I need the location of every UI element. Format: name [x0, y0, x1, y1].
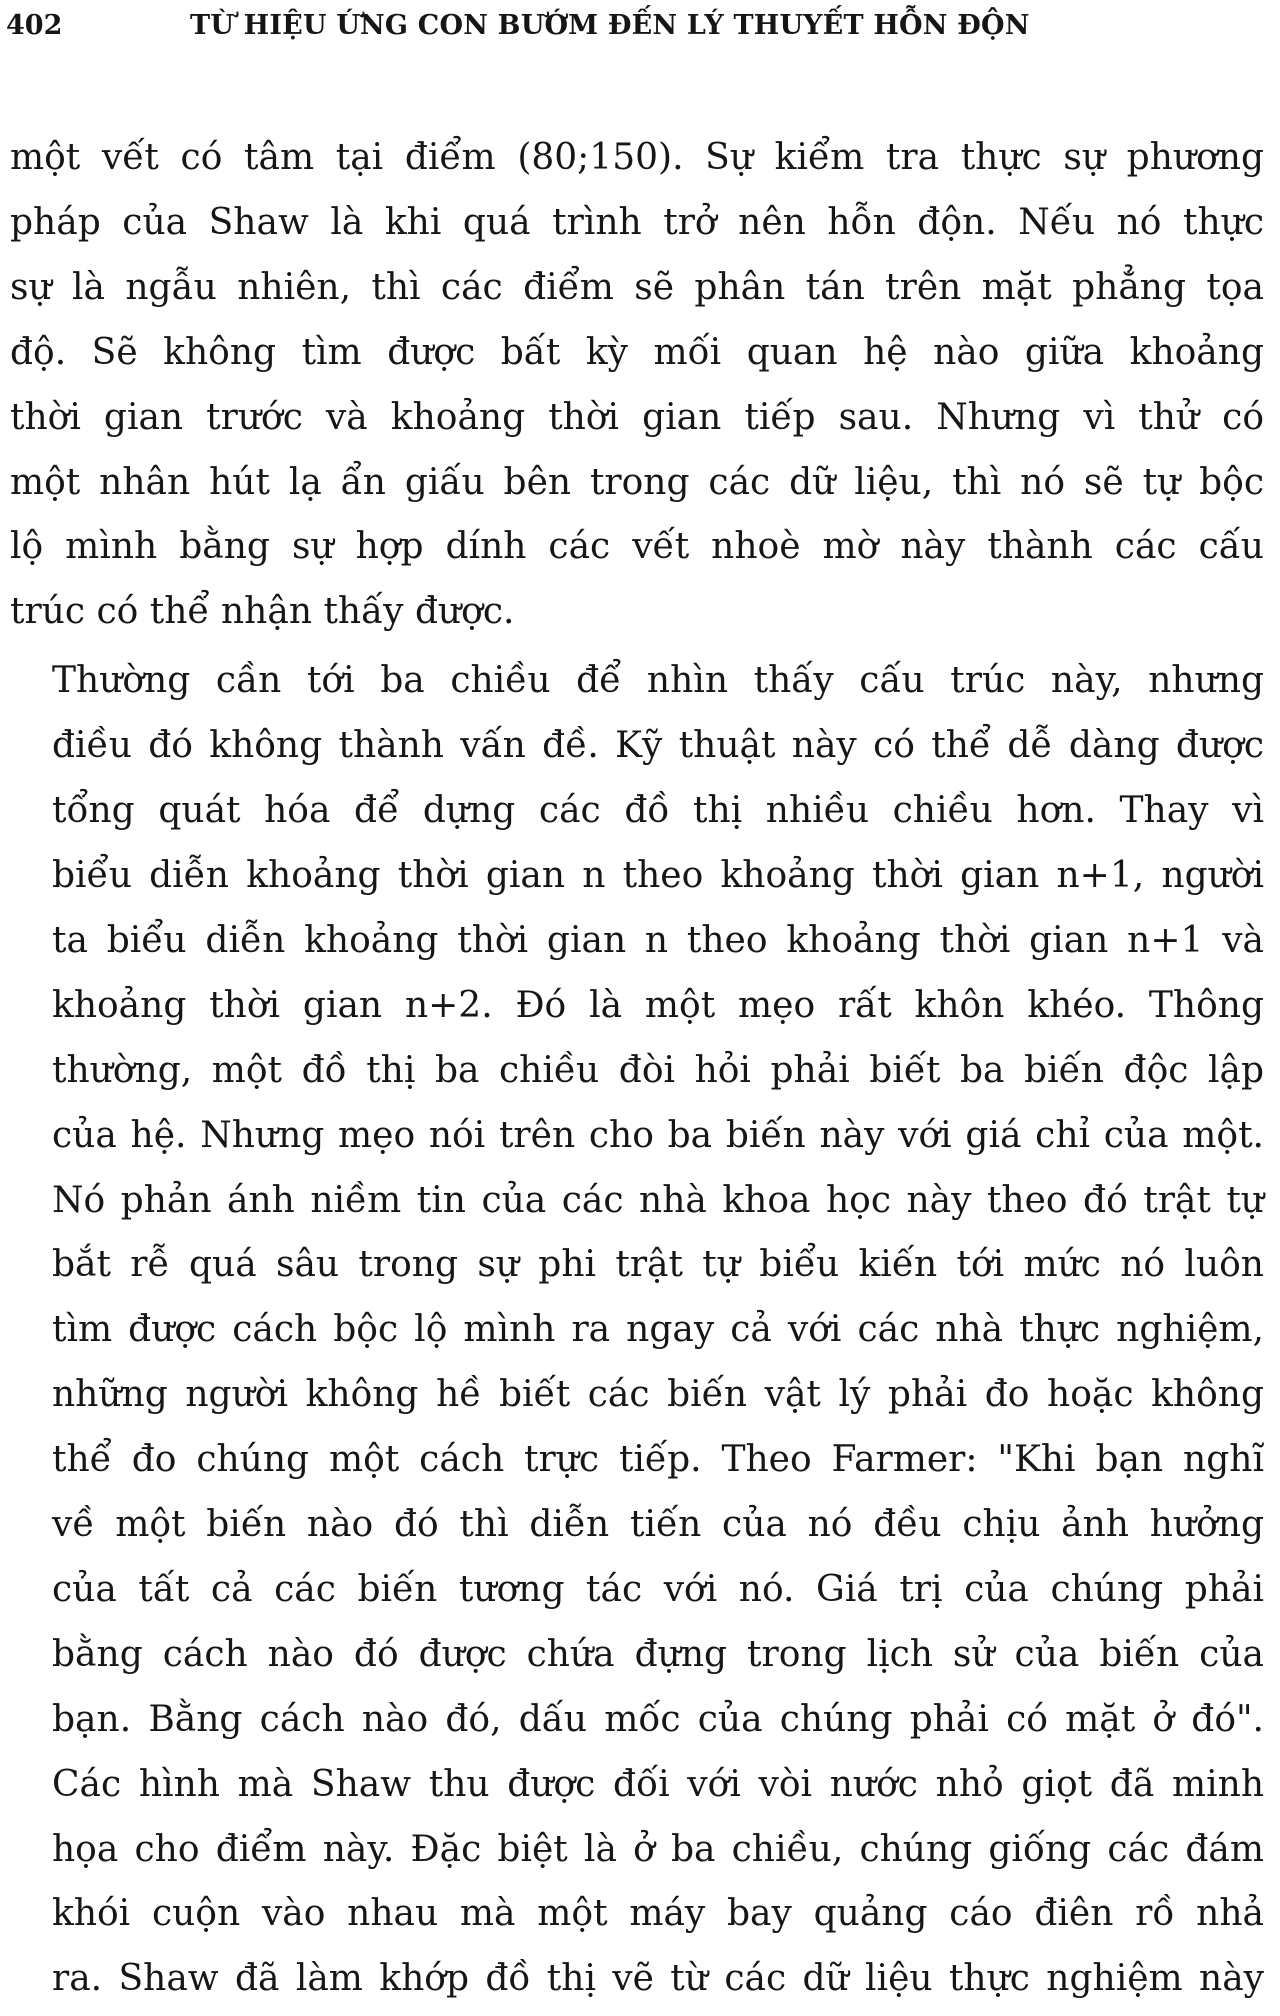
text-line: pháp của Shaw là khi quá trình trở nên hỗn độn. Nếu nó thực	[10, 201, 1264, 243]
text-line: trúc có thể nhận thấy được.	[10, 591, 515, 633]
text-line: thể đo chúng một cách trực tiếp. Theo Farmer: "Khi bạn nghĩ	[52, 1439, 1264, 1481]
text-line: ta biểu diễn khoảng thời gian n theo khoảng thời gian n+1 và	[52, 919, 1264, 961]
text-line: bằng cách nào đó được chứa đựng trong lịch sử của biến của	[52, 1633, 1264, 1675]
text-line: Thường cần tới ba chiều để nhìn thấy cấu trúc này, nhưng	[52, 660, 1264, 702]
text-line: Nó phản ánh niềm tin của các nhà khoa học này theo đó trật tự	[52, 1179, 1264, 1221]
text-line: Các hình mà Shaw thu được đối với vòi nước nhỏ giọt đã minh	[52, 1763, 1264, 1805]
text-line: thường, một đồ thị ba chiều đòi hỏi phải biết ba biến độc lập	[52, 1049, 1264, 1091]
paragraph-2	[10, 649, 1264, 2012]
text-line: sự là ngẫu nhiên, thì các điểm sẽ phân tán trên mặt phẳng tọa	[10, 266, 1264, 308]
text-line: họa cho điểm này. Đặc biệt là ở ba chiều, chúng giống các đám	[52, 1828, 1264, 1870]
body-text	[10, 126, 1264, 2012]
running-header	[6, 6, 1266, 46]
text-line: những người không hề biết các biến vật lý phải đo hoặc không	[52, 1374, 1264, 1416]
text-line: thời gian trước và khoảng thời gian tiếp sau. Nhưng vì thử có	[10, 396, 1264, 438]
text-line: một vết có tâm tại điểm (80;150). Sự kiểm tra thực sự phương	[10, 137, 1264, 178]
text-line: lộ mình bằng sự hợp dính các vết nhoè mờ này thành các cấu	[10, 526, 1264, 568]
text-line: tìm được cách bộc lộ mình ra ngay cả với các nhà thực nghiệm,	[52, 1309, 1264, 1351]
text-line: bắt rễ quá sâu trong sự phi trật tự biểu kiến tới mức nó luôn	[52, 1244, 1264, 1286]
text-line: độ. Sẽ không tìm được bất kỳ mối quan hệ nào giữa khoảng	[10, 331, 1264, 373]
text-line: tổng quát hóa để dựng các đồ thị nhiều chiều hơn. Thay vì	[52, 790, 1264, 832]
text-line: về một biến nào đó thì diễn tiến của nó đều chịu ảnh hưởng	[52, 1504, 1264, 1546]
text-line: ra. Shaw đã làm khớp đồ thị vẽ từ các dữ liệu thực nghiệm này	[52, 1958, 1264, 2000]
text-line: bạn. Bằng cách nào đó, dấu mốc của chúng phải có mặt ở đó".	[52, 1698, 1264, 1740]
text-line: khoảng thời gian n+2. Đó là một mẹo rất khôn khéo. Thông	[52, 984, 1264, 1026]
text-line: khói cuộn vào nhau mà một máy bay quảng cáo điên rồ nhả	[52, 1893, 1264, 1935]
text-line: điều đó không thành vấn đề. Kỹ thuật này có thể dễ dàng được	[52, 725, 1264, 767]
text-line: một nhân hút lạ ẩn giấu bên trong các dữ liệu, thì nó sẽ tự bộc	[10, 461, 1264, 503]
paragraph-1	[10, 126, 1264, 645]
text-line: của tất cả các biến tương tác với nó. Giá trị của chúng phải	[52, 1568, 1264, 1610]
text-line: biểu diễn khoảng thời gian n theo khoảng thời gian n+1, người	[52, 854, 1264, 896]
chapter-title: TỪ HIỆU ỨNG CON BƯỚM ĐẾN LÝ THUYẾT HỖN ĐỘN	[190, 10, 1030, 41]
text-line: của hệ. Nhưng mẹo nói trên cho ba biến này với giá chỉ của một.	[52, 1114, 1264, 1156]
page-number: 402	[6, 10, 63, 41]
